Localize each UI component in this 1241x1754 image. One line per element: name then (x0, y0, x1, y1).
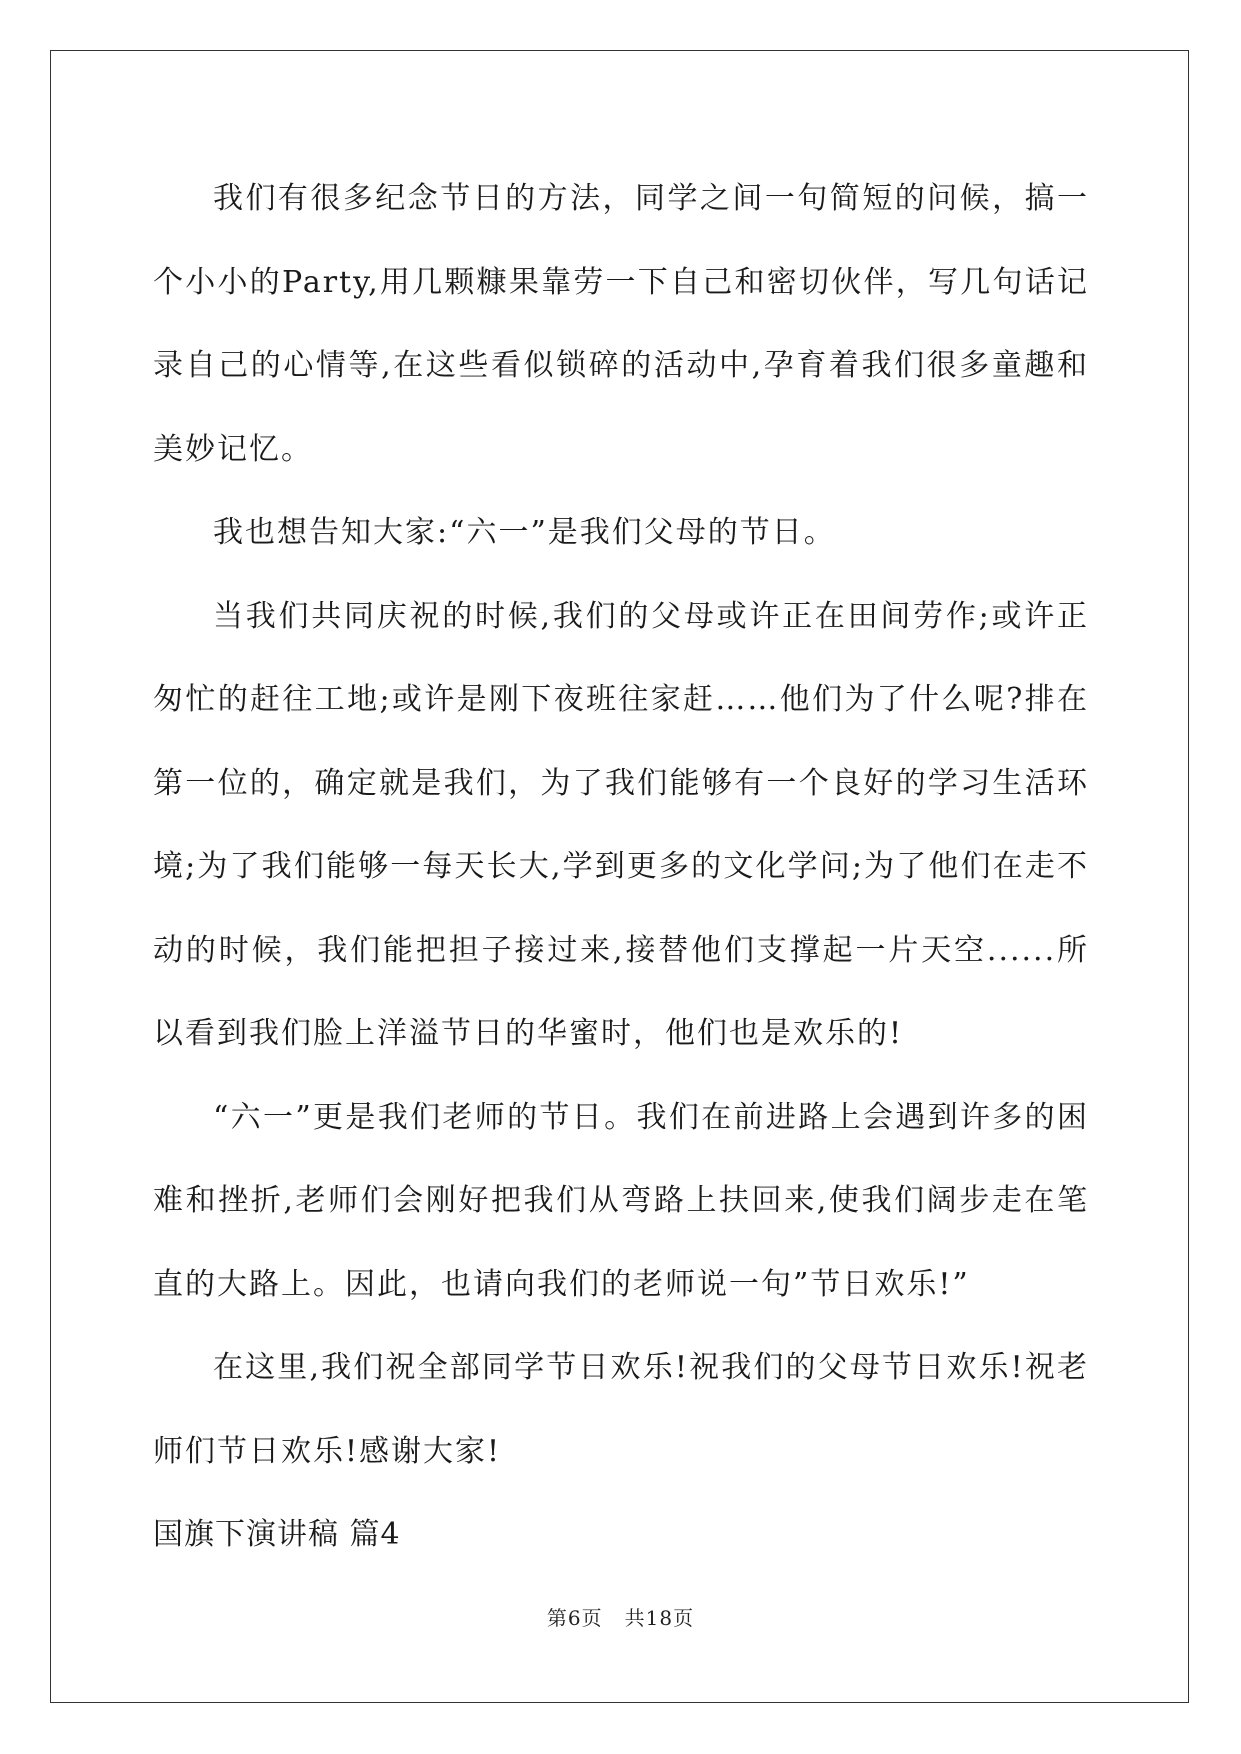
section-heading: 国旗下演讲稿 篇4 (153, 1517, 401, 1552)
page-footer (0, 1602, 1241, 1631)
paragraph-2: 我也想告知大家:“六一”是我们父母的节日。 (213, 515, 836, 550)
page-number: 第6页 (546, 1606, 603, 1630)
paragraph-4: “六一”更是我们老师的节日。我们在前进路上会遇到许多的困难和挫折,老师们会刚好把我们从弯路上扶回来,使我们阔步走在笔直的大路上。因此，也请向我们的老师说一句”节日欢乐!” (153, 1099, 1089, 1302)
paragraph-5: 在这里,我们祝全部同学节日欢乐!祝我们的父母节日欢乐!祝老师们节日欢乐!感谢大家! (153, 1350, 1089, 1469)
page-total: 共18页 (624, 1606, 695, 1630)
paragraph-1: 我们有很多纪念节日的方法，同学之间一句简短的问候，搞一个小小的Party,用几颗糠果靠劳一下自己和密切伙伴，写几句话记录自己的心情等,在这些看似锁碎的活动中,孕育着我们很多童趣和美妙记忆。 (153, 181, 1089, 467)
paragraph-3: 当我们共同庆祝的时候,我们的父母或许正在田间劳作;或许正匆忙的赶往工地;或许是刚下夜班往家赶……他们为了什么呢?排在第一位的，确定就是我们，为了我们能够有一个良好的学习生活环境;为了我们能够一每天长大,学到更多的文化学问;为了他们在走不动的时候，我们能把担子接过来,接替他们支撑起一片天空......所以看到我们脸上洋溢节日的华蜜时，他们也是欢乐的! (153, 598, 1089, 1051)
document-body (153, 157, 1089, 1577)
